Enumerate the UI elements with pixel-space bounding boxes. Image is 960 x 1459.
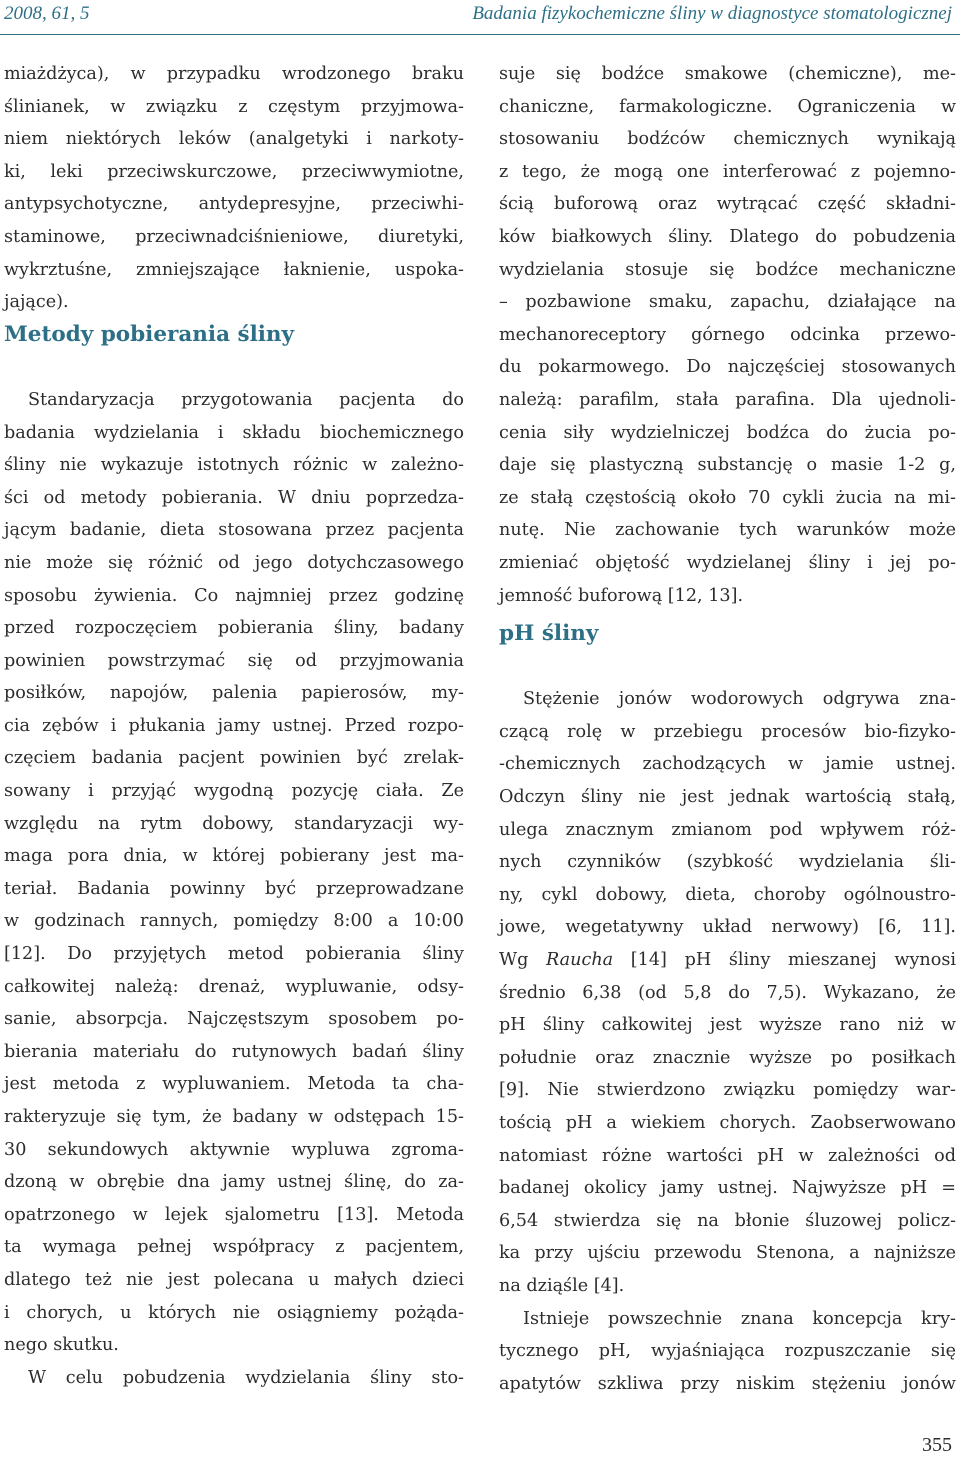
section-heading-methods: Metody pobierania śliny <box>4 321 295 347</box>
text-line: ta wymaga pełnej współpracy z pacjentem, <box>4 1237 464 1258</box>
text-line: badanej okolicy jamy ustnej. Najwyższe pH = <box>499 1178 956 1199</box>
text-line: sposobu żywienia. Co najmniej przez godzinę <box>4 585 464 606</box>
text-line: zmieniać objętość wydzielanej śliny i jej po- <box>499 552 956 573</box>
author-name: Raucha <box>546 950 614 971</box>
text-line: apatytów szkliwa przy niskim stężeniu jonów <box>499 1373 956 1394</box>
text-line: jest metoda z wypluwaniem. Metoda ta cha- <box>4 1074 464 1095</box>
text-line: badania wydzielania i składu biochemicznego <box>4 422 464 443</box>
text-line: du pokarmowego. Do najczęściej stosowanych <box>499 357 956 378</box>
text-line: -chemicznych zachodzących w jamie ustnej. <box>499 754 956 775</box>
text-line: z tego, że mogą one interferować z pojemno- <box>499 161 956 182</box>
text-line: niem niektórych leków (analgetyki i narkoty- <box>4 129 464 150</box>
text-line: [12]. Do przyjętych metod pobierania śliny <box>4 944 464 965</box>
text-line: powinien powstrzymać się od przyjmowania <box>4 650 464 671</box>
text-line: i chorych, u których nie osiągniemy pożąda- <box>4 1302 464 1323</box>
text-line: częciem badania pacjent powinien być zrelak- <box>4 748 464 769</box>
text-line: antypsychotyczne, antydepresyjne, przeciwhi- <box>4 194 464 215</box>
text-line: 6,54 stwierdza się na błonie śluzowej policz- <box>499 1210 956 1231</box>
text-line: staminowe, przeciwnadciśnieniowe, diuretyki, <box>4 226 464 247</box>
text-line: 30 sekundowych aktywnie wypluwa zgroma- <box>4 1139 464 1160</box>
raucha-suffix: [14] pH śliny mieszanej wynosi <box>613 950 956 971</box>
text-line: tycznego pH, wyjaśniająca rozpuszczanie się <box>499 1341 956 1362</box>
left-column <box>4 58 464 1394</box>
text-line: względu na rytm dobowy, standaryzacji wy- <box>4 813 464 834</box>
intro-paragraph <box>4 58 464 319</box>
section-heading-ph: pH śliny <box>499 621 599 647</box>
text-line: nych czynników (szybkość wydzielania śli- <box>499 852 956 873</box>
text-line: jające). <box>4 292 69 313</box>
text-line: Istnieje powszechnie znana koncepcja kry- <box>523 1308 956 1329</box>
header-rule <box>0 34 960 35</box>
raucha-prefix: Wg <box>499 950 546 971</box>
text-line: bierania materiału do rutynowych badań śliny <box>4 1041 464 1062</box>
text-line: ków białkowych śliny. Dlatego do pobudzenia <box>499 226 956 247</box>
text-line: daje się plastyczną substancję o masie 1-2 g, <box>499 455 956 476</box>
text-line: ści od metody pobierania. W dniu poprzedza- <box>4 487 464 508</box>
text-line: rakteryzuje się tym, że badany w odstępach 15- <box>4 1107 464 1127</box>
text-line: ka przy ujściu przewodu Stenona, a najniższe <box>499 1243 956 1264</box>
text-line: teriał. Badania powinny być przeprowadzane <box>4 878 464 899</box>
text-line: – pozbawione smaku, zapachu, działające na <box>499 292 956 313</box>
text-line: wykrztuśne, zmniejszające łaknienie, uspoka- <box>4 259 464 280</box>
text-line: [9]. Nie stwierdzono związku pomiędzy war- <box>499 1080 956 1101</box>
text-line: opatrzonego w lejek sjalometru [13]. Metoda <box>4 1204 464 1225</box>
text-line: całkowitej należą: drenaż, wypluwanie, odsy- <box>4 976 464 997</box>
text-line: należą: parafilm, stała parafina. Dla ujednoli- <box>499 389 956 410</box>
text-line: ścią buforową oraz wytrącać część składni- <box>499 194 956 215</box>
spacer <box>4 351 464 384</box>
text-line: natomiast różne wartości pH w zależności od <box>499 1145 956 1166</box>
text-line: średnio 6,38 (od 5,8 do 7,5). Wykazano, że <box>499 982 956 1003</box>
text-line: mechanoreceptory górnego odcinka przewo- <box>499 324 956 345</box>
text-line: tością pH a wiekiem chorych. Zaobserwowano <box>499 1113 956 1133</box>
text-line: ki, leki przeciwskurczowe, przeciwwymiotne, <box>4 161 464 182</box>
text-line: czącą rolę w przebiegu procesów bio-fizyko- <box>499 721 956 742</box>
text-line: Odczyn śliny nie jest jednak wartością stałą, <box>499 787 956 808</box>
text-line: Standaryzacja przygotowania pacjenta do <box>28 389 464 410</box>
spacer <box>499 651 956 684</box>
text-line: ulega znacznym zmianom pod wpływem róż- <box>499 819 956 840</box>
critical-ph-paragraph <box>499 1303 956 1401</box>
text-line: nie może się różnić od jego dotychczasowego <box>4 552 464 573</box>
methods-paragraph <box>4 384 464 1362</box>
text-line: pH śliny całkowitej jest wyższe rano niż w <box>499 1015 956 1036</box>
stimuli-paragraph <box>499 58 956 612</box>
text-line: ze stałą częstością około 70 cykli żucia na mi- <box>499 487 956 508</box>
text-line: stosowaniu bodźców chemicznych wynikają <box>499 129 956 150</box>
text-line: jemność buforową [12, 13]. <box>499 585 744 606</box>
text-line: ny, cykl dobowy, dieta, choroby ogólnoustro- <box>499 884 956 905</box>
text-line: południe oraz znacznie wyższe po posiłkach <box>499 1047 956 1068</box>
text-line: chaniczne, farmakologiczne. Ograniczenia w <box>499 96 956 117</box>
text-line: maga pora dnia, w której pobierany jest ma- <box>4 846 464 867</box>
text-line: jącym badanie, dieta stosowana przez pacjenta <box>4 520 464 541</box>
right-column <box>499 58 956 1400</box>
running-title: Badania fizykochemiczne śliny w diagnostyce stomatologicznej <box>472 3 952 24</box>
page-number: 355 <box>922 1434 952 1456</box>
text-line: suje się bodźce smakowe (chemiczne), me- <box>499 64 956 84</box>
text-line: posiłków, napojów, palenia papierosów, my- <box>4 683 464 704</box>
text-line: wydzielania stosuje się bodźce mechaniczne <box>499 259 956 280</box>
running-header <box>0 0 960 34</box>
text-line: cenia siły wydzielniczej bodźca do żucia po- <box>499 422 956 443</box>
text-line: miażdżyca), w przypadku wrodzonego braku <box>4 64 464 84</box>
text-line: dzoną w obrębie dna jamy ustnej ślinę, do za- <box>4 1172 464 1193</box>
text-line: ślinianek, w związku z częstym przyjmowa- <box>4 96 464 117</box>
text-line: przed rozpoczęciem pobierania śliny, badany <box>4 618 464 639</box>
text-line: dlatego też nie jest polecana u małych dzieci <box>4 1269 464 1290</box>
text-line: cia zębów i płukania jamy ustnej. Przed rozpo- <box>4 715 464 736</box>
text-line: sowany i przyjąć wygodną pozycję ciała. Ze <box>4 781 464 802</box>
text-line: na dziąśle [4]. <box>499 1275 625 1296</box>
text-line: nutę. Nie zachowanie tych warunków może <box>499 520 956 541</box>
journal-citation: 2008, 61, 5 <box>4 3 90 24</box>
text-line: sanie, absorpcja. Najczęstszym sposobem po- <box>4 1009 464 1030</box>
text-line: w godzinach rannych, pomiędzy 8:00 a 10:00 <box>4 911 464 932</box>
text-line: jowe, wegetatywny układ nerwowy) [6, 11]. <box>499 917 956 938</box>
text-line: Stężenie jonów wodorowych odgrywa zna- <box>523 689 956 710</box>
text-line: W celu pobudzenia wydzielania śliny sto- <box>28 1367 464 1388</box>
text-line-raucha <box>499 944 956 977</box>
text-line: śliny nie wykazuje istotnych różnic w zależno- <box>4 455 464 476</box>
text-line: nego skutku. <box>4 1335 119 1356</box>
ph-paragraph <box>499 683 956 1302</box>
